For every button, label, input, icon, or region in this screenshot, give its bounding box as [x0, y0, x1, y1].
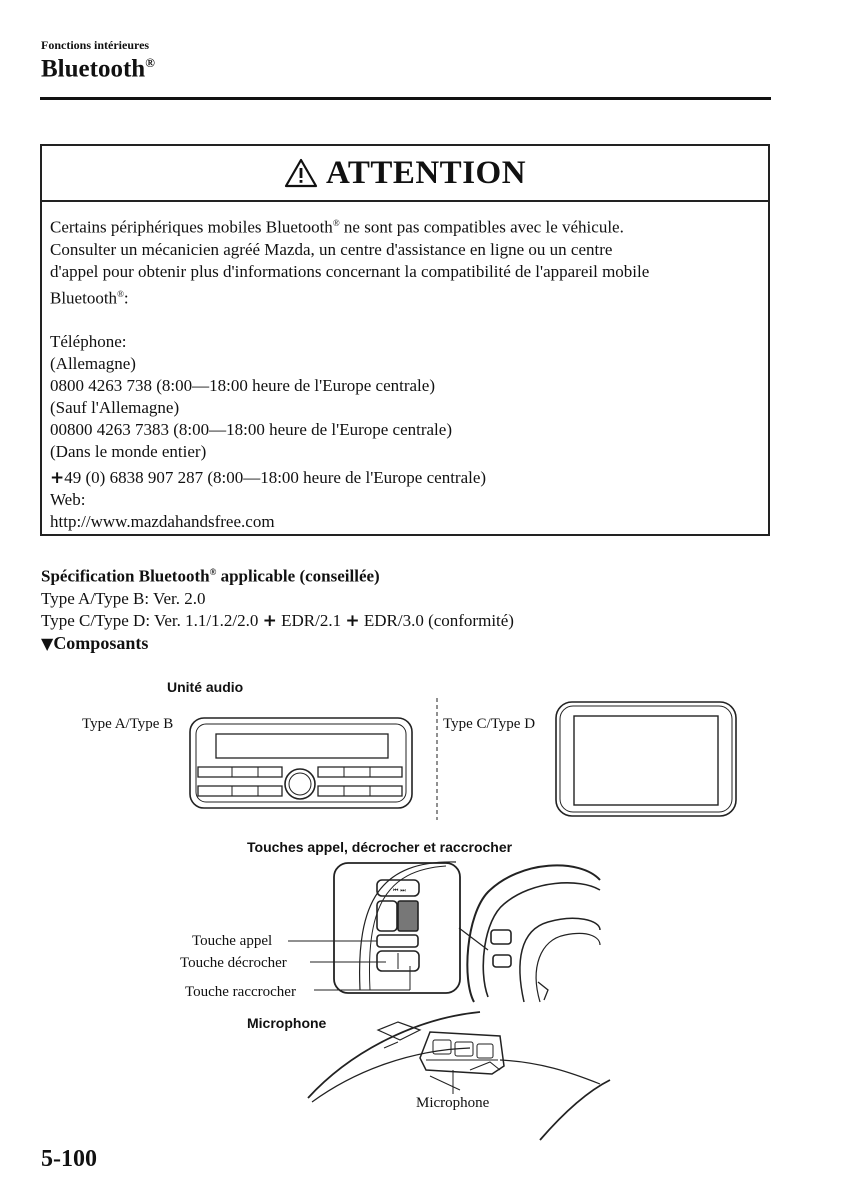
components-heading-text: Composants: [53, 633, 149, 653]
worldwide-number-text: 49 (0) 6838 907 287 (8:00—18:00 heure de l'Europe centrale): [64, 468, 487, 488]
worldwide-label: (Dans le monde entier): [50, 442, 207, 462]
registered-mark: ®: [332, 218, 340, 228]
spec-heading-text: Spécification Bluetooth: [41, 566, 210, 586]
audio-unit-label: Unité audio: [167, 679, 244, 695]
page-number: 5-100: [41, 1146, 97, 1172]
buttons-label: Touches appel, décrocher et raccrocher: [247, 839, 513, 855]
except-germany-number: 00800 4263 7383 (8:00—18:00 heure de l'Europe centrale): [50, 420, 452, 440]
plus-sign: +: [262, 610, 277, 631]
type-ab-label: Type A/Type B: [82, 716, 174, 732]
microphone-callout: Microphone: [416, 1095, 490, 1111]
registered-mark: ®: [209, 567, 217, 577]
plus-sign: +: [345, 610, 360, 631]
germany-label: (Allemagne): [50, 354, 136, 374]
warning-line: d'appel pour obtenir plus d'informations concernant la compatibilité de l'appareil mobile: [50, 261, 650, 281]
web-label: Web:: [50, 490, 86, 510]
warning-text: Certains périphériques mobiles Bluetooth: [50, 217, 333, 237]
spec-text: Type C/Type D: Ver. 1.1/1.2/2.0: [41, 610, 263, 630]
spec-text: EDR/3.0 (conformité): [359, 610, 514, 630]
registered-mark: ®: [117, 288, 124, 299]
audio-unit-type-ab: [190, 718, 412, 808]
pickup-button-label: Touche décrocher: [180, 955, 287, 971]
page-title-text: Bluetooth: [41, 55, 146, 83]
call-button-label: Touche appel: [192, 933, 273, 949]
warning-text: Bluetooth: [50, 288, 118, 308]
type-cd-label: Type C/Type D: [443, 716, 536, 732]
callout-lines: [288, 941, 410, 990]
phone-label: Téléphone:: [50, 332, 127, 352]
spec-text: EDR/2.1: [276, 610, 346, 630]
web-url: http://www.mazdahandsfree.com: [50, 512, 275, 532]
warning-text: ne sont pas compatibles avec le véhicule.: [339, 217, 624, 237]
warning-text: :: [123, 288, 129, 308]
spec-line-type-ab: Type A/Type B: Ver. 2.0: [41, 588, 206, 608]
section-kicker: Fonctions intérieures: [41, 38, 150, 52]
attention-title: ATTENTION: [325, 154, 527, 191]
svg-text:⏮ ⏭: ⏮ ⏭: [393, 887, 406, 894]
hangup-button-label: Touche raccrocher: [185, 984, 296, 1000]
triangle-down-icon: ▼: [41, 634, 54, 653]
audio-unit-type-cd: [556, 702, 736, 816]
warning-line: Consulter un mécanicien agréé Mazda, un centre d'assistance en ligne ou un centre: [50, 239, 613, 259]
overhead-console-drawing: [308, 1012, 610, 1140]
steering-switch-detail: [334, 862, 460, 993]
plus-sign: +: [50, 468, 65, 489]
except-germany-label: (Sauf l'Allemagne): [50, 398, 180, 418]
spec-heading-text: applicable (conseillée): [216, 566, 380, 586]
steering-wheel-drawing: [467, 865, 600, 1002]
registered-mark: ®: [145, 55, 155, 70]
microphone-heading: Microphone: [247, 1015, 327, 1031]
germany-number: 0800 4263 738 (8:00—18:00 heure de l'Europe centrale): [50, 376, 435, 396]
